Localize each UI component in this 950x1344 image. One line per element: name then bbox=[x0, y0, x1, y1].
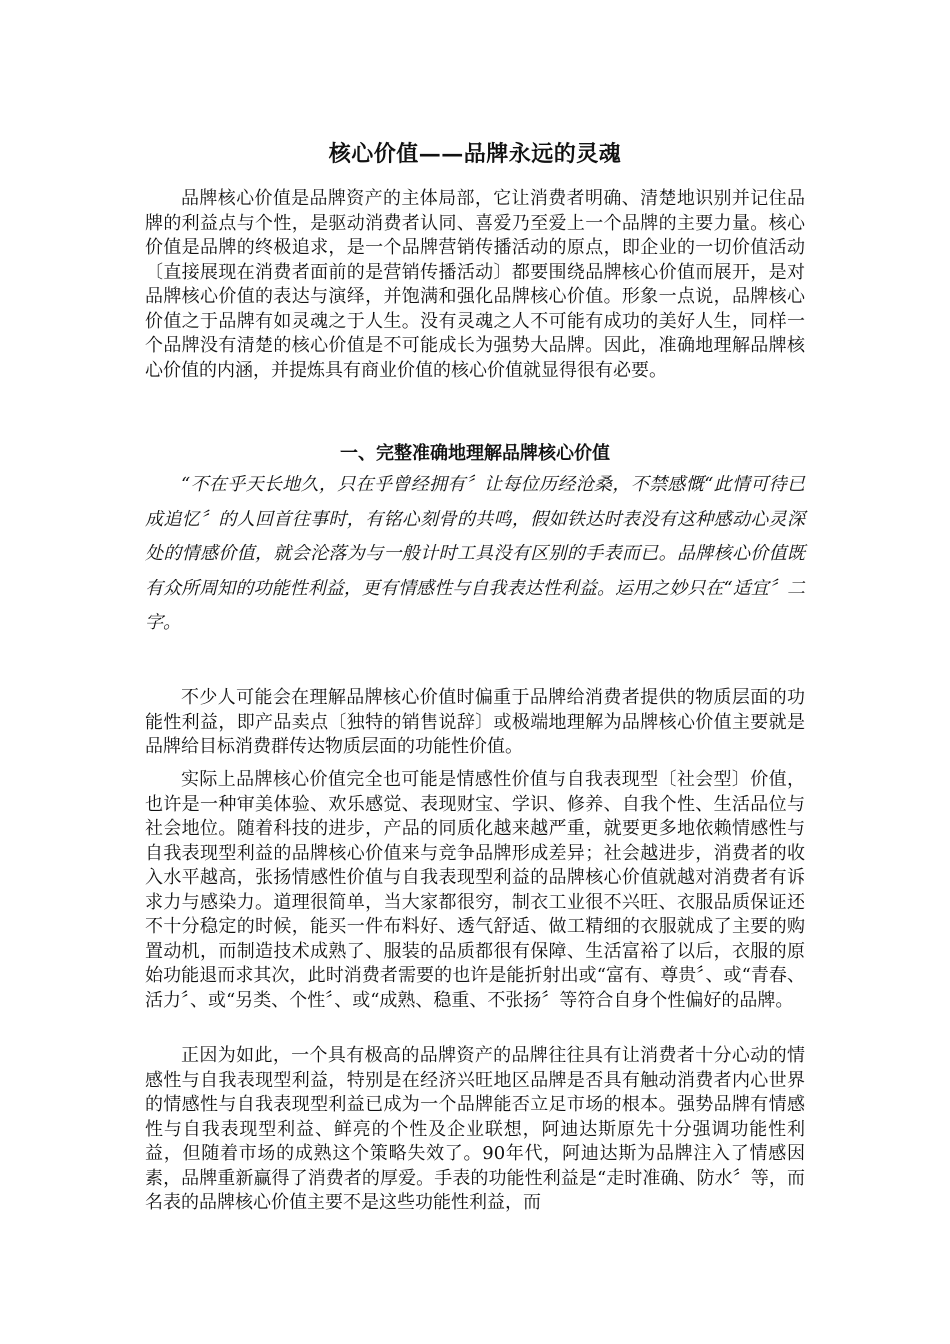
quote-paragraph: “不在乎天长地久，只在乎曾经拥有〞让每位历经沧桑，不禁感慨“此情可待已成追忆〞的人回首往事时，有铭心刻骨的共鸣，假如铁达时表没有这种感动心灵深处的情感价值，就会沦落为与一般计时工具没有区别的手表而已。品牌核心价值既有众所周知的功能性利益，更有情感性与自我表达性利益。运用之妙只在“适宜〞二字。 bbox=[145, 474, 805, 633]
document-title: 核心价值——品牌永远的灵魂 bbox=[328, 141, 622, 167]
body-paragraph-2: 不少人可能会在理解品牌核心价值时偏重于品牌给消费者提供的物质层面的功能性利益，即产品卖点〔独特的销售说辞〕或极端地理解为品牌核心价值主要就是品牌给目标消费群传达物质层面的功能性价值。 bbox=[145, 687, 805, 757]
body-paragraph-3: 实际上品牌核心价值完全也可能是情感性价值与自我表现型〔社会型〕价值，也许是一种审美体验、欢乐感觉、表现财宝、学识、修养、自我个性、生活品位与社会地位。随着科技的进步，产品的同质化越来越严重，就要更多地依赖情感性与自我表现型利益的品牌核心价值来与竞争品牌形成差异；社会越进步，消费者的收入水平越高，张扬情感性价值与自我表现型利益的品牌核心价值就越对消费者有诉求力与感染力。道理很简单，当大家都很穷，制衣工业很不兴旺、衣服品质保证还不十分稳定的时候，能买一件布料好、透气舒适、做工精细的衣服就成了主要的购置动机，而制造技术成熟了、服装的品质都很有保障、生活富裕了以后，衣服的原始功能退而求其次，此时消费者需要的也许是能折射出或“富有、尊贵〞、或“青春、活力〞、或“另类、个性〞、或“成熟、稳重、不张扬〞等符合自身个性偏好的品牌。 bbox=[145, 769, 805, 1011]
intro-paragraph: 品牌核心价值是品牌资产的主体局部，它让消费者明确、清楚地识别并记住品牌的利益点与个性，是驱动消费者认同、喜爱乃至爱上一个品牌的主要力量。核心价值是品牌的终极追求，是一个品牌营销传播活动的原点，即企业的一切价值活动〔直接展现在消费者面前的是营销传播活动〕都要围绕品牌核心价值而展开，是对品牌核心价值的表达与演绎，并饱满和强化品牌核心价值。形象一点说，品牌核心价值之于品牌有如灵魂之于人生。没有灵魂之人不可能有成功的美好人生，同样一个品牌没有清楚的核心价值是不可能成长为强势大品牌。因此，准确地理解品牌核心价值的内涵，并提炼具有商业价值的核心价值就显得很有必要。 bbox=[145, 188, 805, 381]
section-heading: 一、完整准确地理解品牌核心价值 bbox=[340, 443, 610, 464]
body-paragraph-4: 正因为如此，一个具有极高的品牌资产的品牌往往具有让消费者十分心动的情感性与自我表现型利益，特别是在经济兴旺地区品牌是否具有触动消费者内心世界的情感性与自我表现型利益已成为一个品牌能否立足市场的根本。强势品牌有情感性与自我表现型利益、鲜亮的个性及企业联想，阿迪达斯原先十分强调功能性利益，但随着市场的成熟这个策略失效了。90年代，阿迪达斯为品牌注入了情感因素，品牌重新赢得了消费者的厚爱。手表的功能性利益是“走时准确、防水〞等，而名表的品牌核心价值主要不是这些功能性利益，而 bbox=[145, 1045, 805, 1213]
